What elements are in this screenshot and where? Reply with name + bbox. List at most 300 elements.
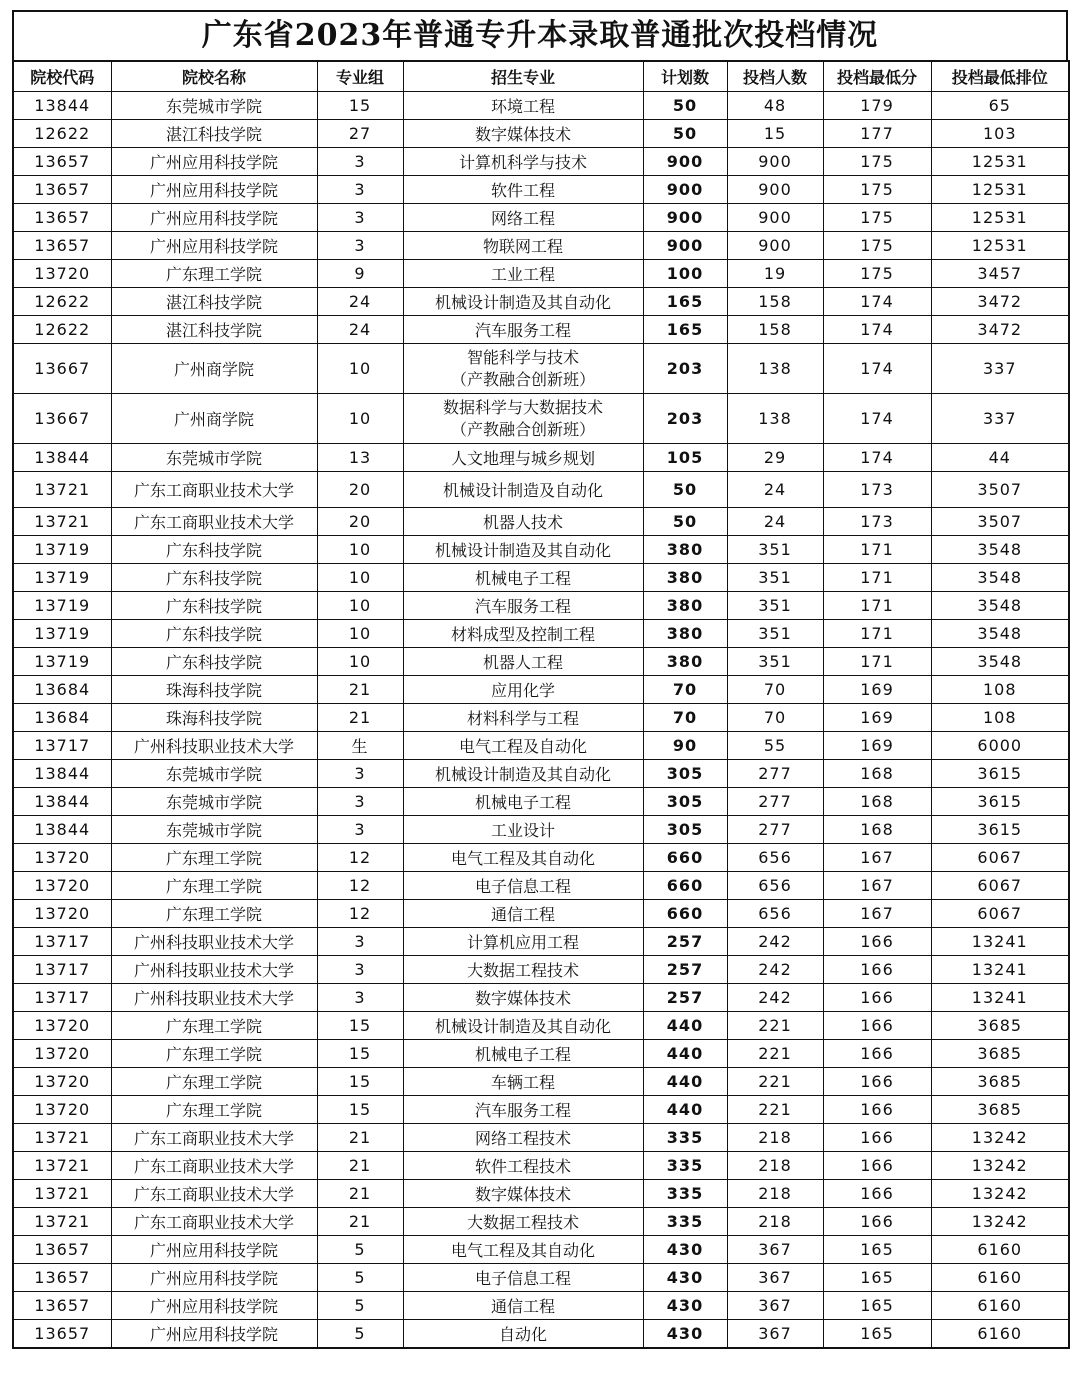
cell-school-name: 广东科技学院 — [111, 564, 317, 592]
cell-min-rank: 13242 — [931, 1180, 1069, 1208]
cell-min-score: 166 — [823, 956, 931, 984]
cell-min-score: 168 — [823, 788, 931, 816]
cell-school-name: 广州应用科技学院 — [111, 204, 317, 232]
cell-major: 环境工程 — [403, 92, 643, 120]
cell-major: 汽车服务工程 — [403, 592, 643, 620]
cell-major — [403, 344, 643, 394]
cell-plan: 70 — [643, 676, 727, 704]
cell-school-name: 广东理工学院 — [111, 844, 317, 872]
cell-school-name: 广东理工学院 — [111, 900, 317, 928]
table-row — [13, 92, 1069, 120]
cell-admitted: 367 — [727, 1236, 823, 1264]
table-row — [13, 1152, 1069, 1180]
cell-major: 汽车服务工程 — [403, 316, 643, 344]
cell-min-score: 165 — [823, 1292, 931, 1320]
cell-school-code: 13719 — [13, 620, 111, 648]
cell-major: 机械设计制造及其自动化 — [403, 1012, 643, 1040]
cell-admitted: 242 — [727, 984, 823, 1012]
table-header-row — [13, 61, 1069, 92]
cell-school-name: 广东理工学院 — [111, 1040, 317, 1068]
cell-school-code: 13657 — [13, 176, 111, 204]
cell-plan: 257 — [643, 928, 727, 956]
cell-school-code: 12622 — [13, 316, 111, 344]
cell-min-rank: 3548 — [931, 536, 1069, 564]
cell-plan: 430 — [643, 1292, 727, 1320]
cell-min-rank: 3507 — [931, 472, 1069, 508]
cell-school-name: 东莞城市学院 — [111, 444, 317, 472]
cell-school-code: 13720 — [13, 872, 111, 900]
major-line-2: （产教融合创新班） — [450, 419, 595, 439]
cell-school-code: 13657 — [13, 1292, 111, 1320]
cell-min-rank: 337 — [931, 344, 1069, 394]
cell-admitted: 277 — [727, 760, 823, 788]
table-row — [13, 316, 1069, 344]
table-row — [13, 900, 1069, 928]
cell-min-score: 169 — [823, 676, 931, 704]
cell-major: 汽车服务工程 — [403, 1096, 643, 1124]
table-body — [13, 92, 1069, 1348]
cell-major: 软件工程技术 — [403, 1152, 643, 1180]
header-major-group: 专业组 — [317, 61, 403, 92]
cell-major: 车辆工程 — [403, 1068, 643, 1096]
cell-admitted: 277 — [727, 788, 823, 816]
cell-school-code: 13720 — [13, 900, 111, 928]
cell-major-group: 20 — [317, 508, 403, 536]
cell-school-name: 广州应用科技学院 — [111, 1320, 317, 1348]
cell-admitted: 656 — [727, 872, 823, 900]
cell-school-code: 13719 — [13, 564, 111, 592]
cell-min-rank: 6160 — [931, 1320, 1069, 1348]
cell-major-group: 12 — [317, 844, 403, 872]
cell-school-code: 13721 — [13, 1208, 111, 1236]
cell-major-group: 21 — [317, 1152, 403, 1180]
cell-major-group: 21 — [317, 1124, 403, 1152]
cell-major: 物联网工程 — [403, 232, 643, 260]
table-row — [13, 1236, 1069, 1264]
cell-admitted: 48 — [727, 92, 823, 120]
cell-min-score: 174 — [823, 444, 931, 472]
cell-school-code: 13657 — [13, 232, 111, 260]
cell-plan: 335 — [643, 1180, 727, 1208]
cell-plan: 203 — [643, 394, 727, 444]
cell-school-code: 13717 — [13, 956, 111, 984]
cell-plan: 335 — [643, 1124, 727, 1152]
cell-school-name: 广东理工学院 — [111, 872, 317, 900]
cell-major-group: 21 — [317, 676, 403, 704]
cell-admitted: 351 — [727, 620, 823, 648]
cell-major-group: 21 — [317, 1180, 403, 1208]
cell-plan: 305 — [643, 816, 727, 844]
header-min-score: 投档最低分 — [823, 61, 931, 92]
cell-major-group: 3 — [317, 232, 403, 260]
cell-min-score: 166 — [823, 1012, 931, 1040]
cell-admitted: 900 — [727, 148, 823, 176]
cell-school-name: 湛江科技学院 — [111, 288, 317, 316]
cell-major: 机械设计制造及其自动化 — [403, 288, 643, 316]
cell-major-group: 3 — [317, 204, 403, 232]
cell-school-name: 广州科技职业技术大学 — [111, 984, 317, 1012]
table-row — [13, 1012, 1069, 1040]
cell-min-score: 171 — [823, 592, 931, 620]
cell-plan: 90 — [643, 732, 727, 760]
cell-school-name: 广州科技职业技术大学 — [111, 732, 317, 760]
cell-plan: 380 — [643, 620, 727, 648]
cell-admitted: 70 — [727, 676, 823, 704]
cell-school-name: 广州应用科技学院 — [111, 1236, 317, 1264]
cell-admitted: 218 — [727, 1180, 823, 1208]
cell-major-group: 10 — [317, 344, 403, 394]
cell-plan: 380 — [643, 648, 727, 676]
table-row — [13, 394, 1069, 444]
cell-school-code: 13657 — [13, 148, 111, 176]
cell-school-name: 广州商学院 — [111, 394, 317, 444]
cell-min-score: 175 — [823, 204, 931, 232]
cell-major: 应用化学 — [403, 676, 643, 704]
cell-plan: 440 — [643, 1096, 727, 1124]
cell-plan: 380 — [643, 536, 727, 564]
cell-min-score: 166 — [823, 984, 931, 1012]
cell-plan: 100 — [643, 260, 727, 288]
table-row — [13, 120, 1069, 148]
cell-plan: 50 — [643, 472, 727, 508]
cell-admitted: 24 — [727, 472, 823, 508]
cell-school-name: 广州应用科技学院 — [111, 176, 317, 204]
cell-min-score: 174 — [823, 288, 931, 316]
cell-major-group: 24 — [317, 316, 403, 344]
cell-min-rank: 13242 — [931, 1124, 1069, 1152]
cell-major: 机械电子工程 — [403, 564, 643, 592]
cell-min-rank: 65 — [931, 92, 1069, 120]
cell-school-code: 13720 — [13, 260, 111, 288]
cell-school-code: 13844 — [13, 816, 111, 844]
cell-major-group: 3 — [317, 984, 403, 1012]
header-admitted: 投档人数 — [727, 61, 823, 92]
table-row — [13, 956, 1069, 984]
cell-plan: 900 — [643, 176, 727, 204]
cell-admitted: 351 — [727, 592, 823, 620]
cell-major: 机械电子工程 — [403, 1040, 643, 1068]
cell-plan: 660 — [643, 900, 727, 928]
cell-min-score: 165 — [823, 1264, 931, 1292]
cell-min-rank: 6160 — [931, 1292, 1069, 1320]
cell-major: 材料成型及控制工程 — [403, 620, 643, 648]
table-row — [13, 1320, 1069, 1348]
cell-min-score: 171 — [823, 564, 931, 592]
cell-school-code: 13719 — [13, 536, 111, 564]
table-row — [13, 592, 1069, 620]
cell-major-group: 15 — [317, 1096, 403, 1124]
table-row — [13, 816, 1069, 844]
cell-min-rank: 3685 — [931, 1068, 1069, 1096]
cell-plan: 380 — [643, 592, 727, 620]
cell-min-score: 171 — [823, 620, 931, 648]
cell-admitted: 218 — [727, 1124, 823, 1152]
cell-school-code: 13720 — [13, 1068, 111, 1096]
cell-school-name: 广州商学院 — [111, 344, 317, 394]
cell-admitted: 24 — [727, 508, 823, 536]
cell-min-rank: 6160 — [931, 1264, 1069, 1292]
header-school-code: 院校代码 — [13, 61, 111, 92]
cell-admitted: 19 — [727, 260, 823, 288]
cell-min-rank: 6067 — [931, 844, 1069, 872]
cell-min-rank: 3685 — [931, 1096, 1069, 1124]
cell-min-score: 175 — [823, 148, 931, 176]
cell-school-code: 13844 — [13, 760, 111, 788]
table-row — [13, 1264, 1069, 1292]
cell-admitted: 15 — [727, 120, 823, 148]
cell-school-name: 东莞城市学院 — [111, 760, 317, 788]
cell-plan: 660 — [643, 844, 727, 872]
cell-admitted: 656 — [727, 844, 823, 872]
cell-admitted: 138 — [727, 344, 823, 394]
cell-min-score: 174 — [823, 344, 931, 394]
cell-plan: 257 — [643, 956, 727, 984]
cell-major — [403, 394, 643, 444]
cell-school-name: 广州应用科技学院 — [111, 148, 317, 176]
cell-min-score: 174 — [823, 394, 931, 444]
cell-major-group: 3 — [317, 816, 403, 844]
cell-major-group: 3 — [317, 788, 403, 816]
table-row — [13, 1292, 1069, 1320]
cell-min-rank: 3548 — [931, 592, 1069, 620]
cell-major: 人文地理与城乡规划 — [403, 444, 643, 472]
major-line-1: 智能科学与技术 — [466, 347, 579, 367]
cell-plan: 335 — [643, 1152, 727, 1180]
cell-major: 自动化 — [403, 1320, 643, 1348]
cell-major-group: 10 — [317, 394, 403, 444]
table-row — [13, 872, 1069, 900]
cell-school-name: 广州应用科技学院 — [111, 1264, 317, 1292]
cell-school-code: 13717 — [13, 732, 111, 760]
cell-major: 网络工程技术 — [403, 1124, 643, 1152]
cell-plan: 900 — [643, 232, 727, 260]
major-line-2: （产教融合创新班） — [450, 369, 595, 389]
cell-min-rank: 13241 — [931, 984, 1069, 1012]
cell-major-group: 15 — [317, 92, 403, 120]
cell-major-group: 15 — [317, 1040, 403, 1068]
cell-major: 数字媒体技术 — [403, 120, 643, 148]
cell-school-code: 13657 — [13, 1320, 111, 1348]
admission-table — [12, 60, 1070, 1349]
cell-school-code: 13721 — [13, 1152, 111, 1180]
cell-min-rank: 12531 — [931, 176, 1069, 204]
cell-admitted: 221 — [727, 1012, 823, 1040]
table-row — [13, 984, 1069, 1012]
cell-major-group: 3 — [317, 956, 403, 984]
cell-school-code: 13720 — [13, 1040, 111, 1068]
cell-admitted: 221 — [727, 1096, 823, 1124]
cell-school-code: 13719 — [13, 592, 111, 620]
cell-min-score: 173 — [823, 508, 931, 536]
table-row — [13, 344, 1069, 394]
cell-min-rank: 13242 — [931, 1208, 1069, 1236]
header-major: 招生专业 — [403, 61, 643, 92]
cell-school-name: 广东科技学院 — [111, 536, 317, 564]
cell-min-rank: 44 — [931, 444, 1069, 472]
cell-major-group: 3 — [317, 148, 403, 176]
cell-min-rank: 3548 — [931, 620, 1069, 648]
cell-school-code: 13721 — [13, 1124, 111, 1152]
cell-major-group: 24 — [317, 288, 403, 316]
cell-min-score: 166 — [823, 1152, 931, 1180]
cell-major-group: 27 — [317, 120, 403, 148]
table-row — [13, 148, 1069, 176]
cell-min-score: 174 — [823, 316, 931, 344]
cell-school-code: 13720 — [13, 1012, 111, 1040]
table-row — [13, 508, 1069, 536]
cell-major: 通信工程 — [403, 1292, 643, 1320]
cell-plan: 380 — [643, 564, 727, 592]
cell-min-rank: 3548 — [931, 648, 1069, 676]
cell-school-code: 13667 — [13, 394, 111, 444]
cell-plan: 440 — [643, 1012, 727, 1040]
cell-major: 电气工程及其自动化 — [403, 844, 643, 872]
cell-min-rank: 12531 — [931, 148, 1069, 176]
cell-school-name: 珠海科技学院 — [111, 704, 317, 732]
cell-school-name: 珠海科技学院 — [111, 676, 317, 704]
cell-school-code: 13844 — [13, 444, 111, 472]
cell-major-group: 15 — [317, 1068, 403, 1096]
cell-plan: 305 — [643, 788, 727, 816]
table-row — [13, 288, 1069, 316]
cell-plan: 900 — [643, 204, 727, 232]
cell-plan: 165 — [643, 288, 727, 316]
cell-major-group: 5 — [317, 1292, 403, 1320]
cell-major-group: 10 — [317, 620, 403, 648]
cell-major-group: 5 — [317, 1320, 403, 1348]
cell-plan: 305 — [643, 760, 727, 788]
cell-min-score: 166 — [823, 1096, 931, 1124]
cell-min-score: 169 — [823, 732, 931, 760]
cell-admitted: 218 — [727, 1208, 823, 1236]
cell-major: 机械设计制造及自动化 — [403, 472, 643, 508]
cell-admitted: 158 — [727, 316, 823, 344]
cell-school-code: 13717 — [13, 984, 111, 1012]
table-row — [13, 844, 1069, 872]
cell-min-score: 166 — [823, 928, 931, 956]
cell-school-name: 广东工商职业技术大学 — [111, 1152, 317, 1180]
cell-min-score: 179 — [823, 92, 931, 120]
cell-school-code: 13720 — [13, 1096, 111, 1124]
cell-school-code: 13684 — [13, 676, 111, 704]
cell-admitted: 367 — [727, 1264, 823, 1292]
cell-major-group: 5 — [317, 1236, 403, 1264]
cell-min-score: 165 — [823, 1236, 931, 1264]
cell-school-name: 广东工商职业技术大学 — [111, 508, 317, 536]
cell-min-rank: 3615 — [931, 788, 1069, 816]
cell-min-rank: 3615 — [931, 816, 1069, 844]
cell-school-name: 广东理工学院 — [111, 1096, 317, 1124]
cell-major-group: 3 — [317, 760, 403, 788]
cell-min-score: 166 — [823, 1124, 931, 1152]
cell-admitted: 218 — [727, 1152, 823, 1180]
cell-admitted: 221 — [727, 1040, 823, 1068]
table-row — [13, 676, 1069, 704]
cell-min-rank: 12531 — [931, 204, 1069, 232]
cell-major-group: 9 — [317, 260, 403, 288]
cell-min-rank: 108 — [931, 704, 1069, 732]
cell-major-group: 21 — [317, 704, 403, 732]
cell-admitted: 29 — [727, 444, 823, 472]
cell-school-code: 13721 — [13, 508, 111, 536]
cell-school-name: 东莞城市学院 — [111, 816, 317, 844]
cell-admitted: 242 — [727, 928, 823, 956]
cell-school-code: 13844 — [13, 788, 111, 816]
table-row — [13, 620, 1069, 648]
cell-school-code: 13667 — [13, 344, 111, 394]
cell-admitted: 351 — [727, 648, 823, 676]
table-row — [13, 260, 1069, 288]
table-row — [13, 1068, 1069, 1096]
cell-major: 材料科学与工程 — [403, 704, 643, 732]
cell-min-rank: 13242 — [931, 1152, 1069, 1180]
cell-min-rank: 103 — [931, 120, 1069, 148]
cell-plan: 50 — [643, 120, 727, 148]
table-row — [13, 1040, 1069, 1068]
cell-min-rank: 13241 — [931, 928, 1069, 956]
cell-major: 数字媒体技术 — [403, 984, 643, 1012]
cell-school-name: 广州应用科技学院 — [111, 1292, 317, 1320]
cell-school-name: 广东科技学院 — [111, 592, 317, 620]
cell-major-group: 15 — [317, 1012, 403, 1040]
cell-plan: 430 — [643, 1264, 727, 1292]
cell-min-score: 166 — [823, 1040, 931, 1068]
cell-school-code: 13657 — [13, 1264, 111, 1292]
cell-major: 计算机应用工程 — [403, 928, 643, 956]
cell-school-name: 广东理工学院 — [111, 260, 317, 288]
cell-admitted: 55 — [727, 732, 823, 760]
cell-school-code: 12622 — [13, 288, 111, 316]
cell-major-group: 13 — [317, 444, 403, 472]
cell-admitted: 351 — [727, 536, 823, 564]
cell-min-rank: 6000 — [931, 732, 1069, 760]
cell-min-rank: 13241 — [931, 956, 1069, 984]
table-row — [13, 176, 1069, 204]
cell-major-group: 10 — [317, 564, 403, 592]
cell-plan: 660 — [643, 872, 727, 900]
cell-school-name: 广东工商职业技术大学 — [111, 1124, 317, 1152]
cell-min-score: 167 — [823, 844, 931, 872]
cell-admitted: 900 — [727, 232, 823, 260]
cell-major: 网络工程 — [403, 204, 643, 232]
cell-major-group: 12 — [317, 872, 403, 900]
cell-min-score: 166 — [823, 1208, 931, 1236]
cell-admitted: 900 — [727, 176, 823, 204]
cell-major-group: 3 — [317, 928, 403, 956]
table-row — [13, 928, 1069, 956]
cell-min-score: 175 — [823, 232, 931, 260]
cell-min-rank: 3615 — [931, 760, 1069, 788]
cell-min-rank: 6067 — [931, 872, 1069, 900]
cell-min-rank: 108 — [931, 676, 1069, 704]
cell-min-score: 177 — [823, 120, 931, 148]
table-row — [13, 788, 1069, 816]
table-row — [13, 536, 1069, 564]
cell-major: 电气工程及自动化 — [403, 732, 643, 760]
cell-min-score: 166 — [823, 1180, 931, 1208]
cell-min-score: 173 — [823, 472, 931, 508]
cell-min-score: 171 — [823, 648, 931, 676]
cell-min-score: 168 — [823, 760, 931, 788]
cell-major-group: 20 — [317, 472, 403, 508]
cell-admitted: 656 — [727, 900, 823, 928]
cell-min-score: 171 — [823, 536, 931, 564]
cell-major: 大数据工程技术 — [403, 956, 643, 984]
cell-admitted: 367 — [727, 1320, 823, 1348]
cell-major: 机器人技术 — [403, 508, 643, 536]
cell-min-score: 166 — [823, 1068, 931, 1096]
cell-plan: 440 — [643, 1040, 727, 1068]
